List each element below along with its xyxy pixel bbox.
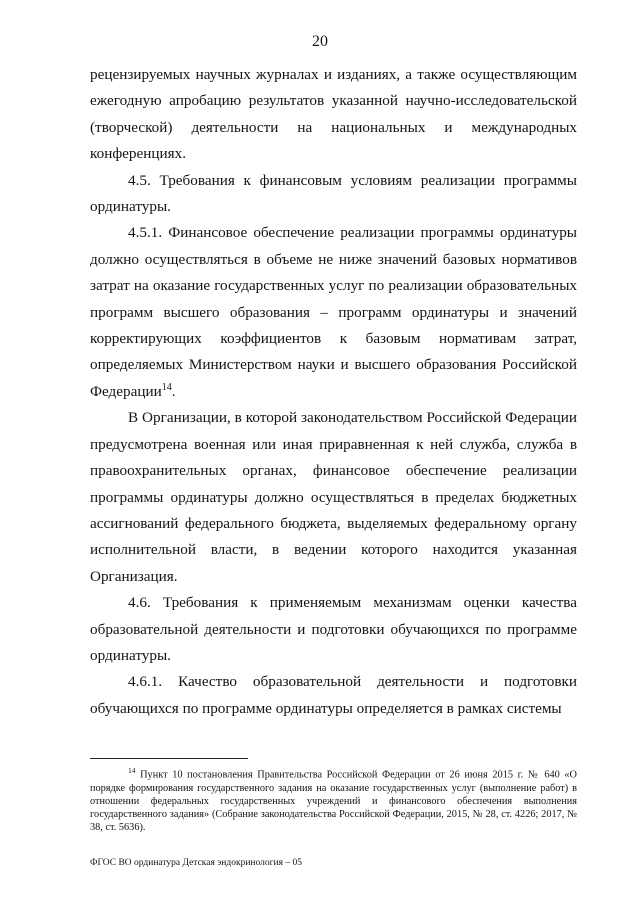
footnote-reference: 14 bbox=[161, 381, 172, 393]
footnote-number: 14 bbox=[128, 766, 136, 775]
page-footer: ФГОС ВО ординатура Детская эндокринология – 05 bbox=[90, 858, 302, 868]
section-heading: 4.5. Требования к финансовым условиям реализации программы ординатуры. bbox=[90, 171, 577, 216]
footnote-separator bbox=[90, 758, 248, 759]
paragraph: рецензируемых научных журналах и изданиях, а также осуществляющим ежегодную апробацию результатов указанной научно-исследовательской (творческой) деятельности на национальных и международных конференциях. bbox=[90, 66, 577, 163]
document-body bbox=[90, 62, 577, 722]
paragraph-end: . bbox=[171, 382, 176, 400]
footnote-text: Пункт 10 постановления Правительства Российской Федерации от 26 июня 2015 г. № 640 «О порядке формирования государственного задания на оказание государственных услуг (выполнение работ) в отношении федеральных государственных учреждений и финансового обеспечения выполнения государственного задания» (Собрание законодательства Российской Федерации, 2015, № 28, ст. 4226; 2017, № 38, ст. 5636). bbox=[90, 769, 577, 834]
paragraph bbox=[90, 220, 577, 405]
page-number: 20 bbox=[312, 33, 328, 50]
paragraph: В Организации, в которой законодательством Российской Федерации предусмотрена военная или иная приравненная к ней служба, служба в правоохранительных органах, финансовое обеспечение реализации программы ординатуры должно осуществляться в пределах бюджетных ассигнований федерального бюджета, выделяемых федеральному органу исполнительной власти, в ведении которого находится указанная Организация. bbox=[90, 409, 577, 585]
section-heading: 4.6. Требования к применяемым механизмам оценки качества образовательной деятельности и подготовки обучающихся по программе ординатуры. bbox=[90, 594, 577, 664]
footnote bbox=[90, 764, 577, 834]
paragraph: 4.6.1. Качество образовательной деятельности и подготовки обучающихся по программе ординатуры определяется в рамках системы bbox=[90, 673, 577, 717]
paragraph-text: 4.5.1. Финансовое обеспечение реализации программы ординатуры должно осуществляться в объеме не ниже значений базовых нормативов затрат на оказание государственных услуг по реализации образовательных программ высшего образования – программ ординатуры и значений корректирующих коэффициентов к базовым нормативам затрат, определяемых Министерством науки и высшего образования Российской Федерации bbox=[90, 224, 577, 400]
